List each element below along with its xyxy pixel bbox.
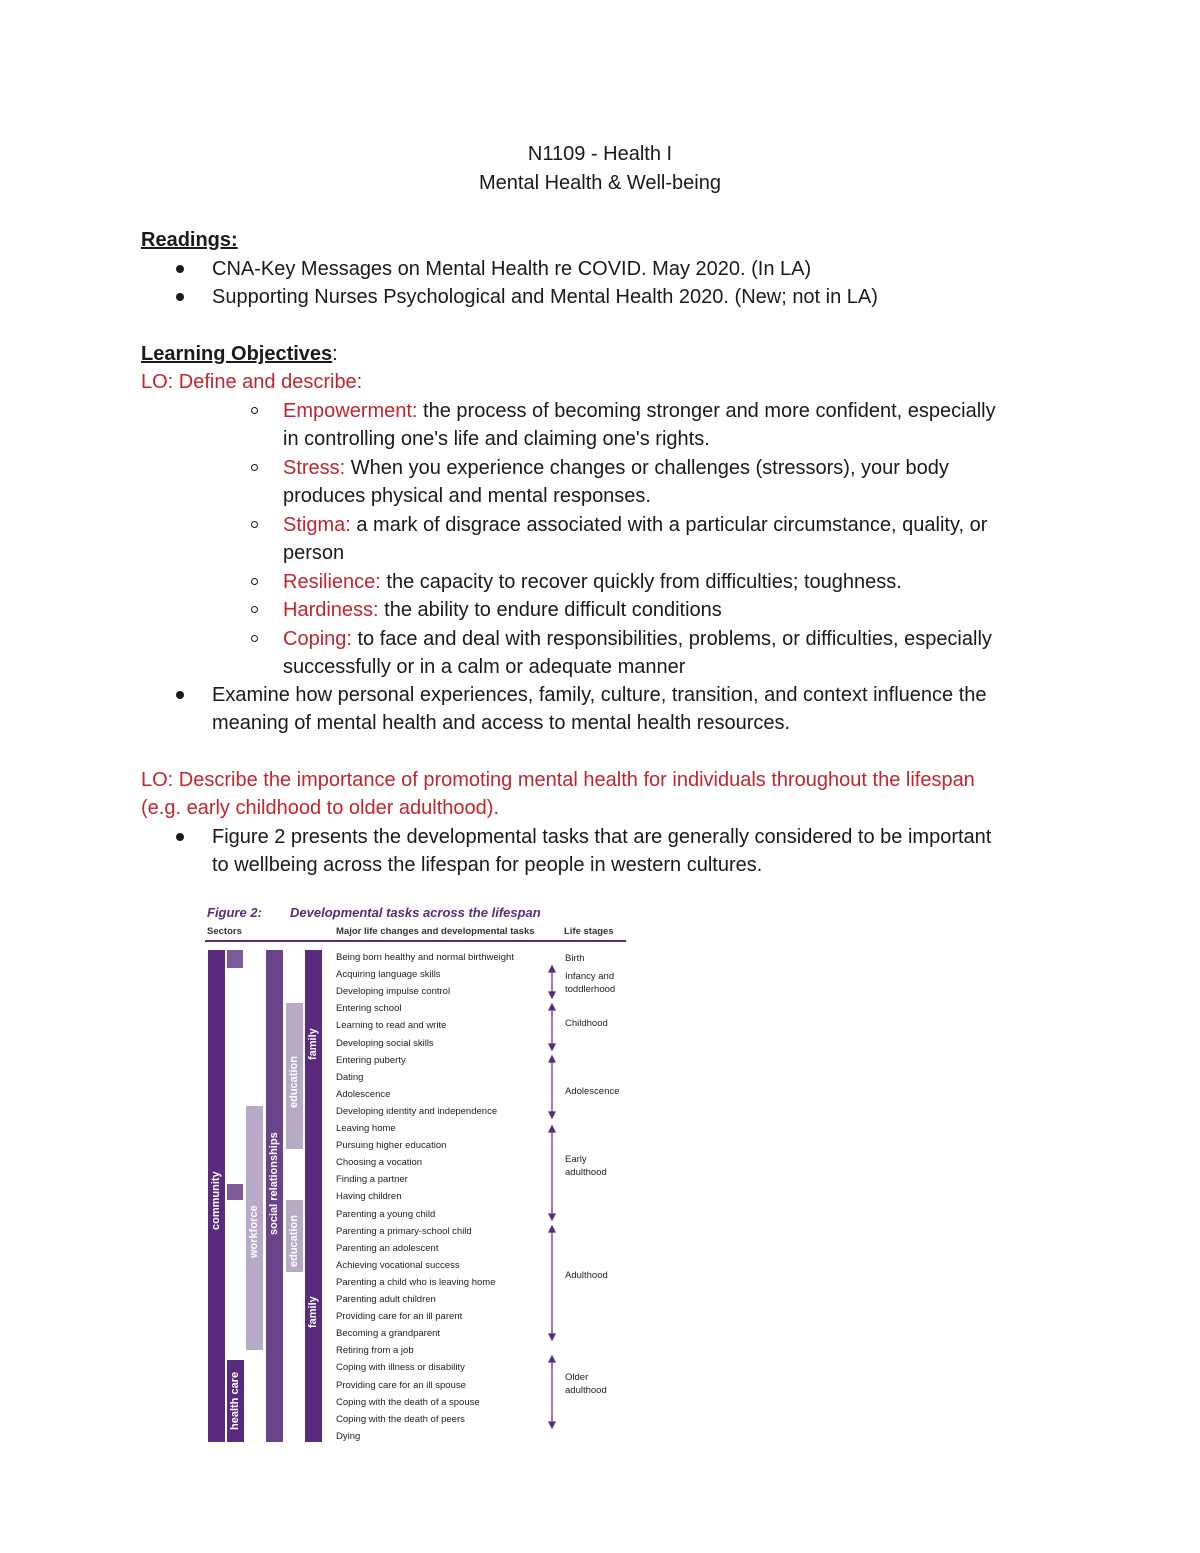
- stage-older-adulthood: Older: [565, 1372, 589, 1383]
- task-item: Entering school: [336, 1003, 402, 1015]
- term-definition: When you experience changes or challenges (stressors), your body: [345, 457, 949, 479]
- term-label: Resilience:: [283, 571, 381, 593]
- stage-infancy-cont: toddlerhood: [565, 984, 616, 995]
- double-arrow-icon: [549, 966, 555, 998]
- term-resilience: [283, 568, 902, 597]
- task-item: Dating: [336, 1071, 364, 1083]
- task-item: Having children: [336, 1191, 402, 1203]
- figure-note-cont: to wellbeing across the lifespan for people in western cultures.: [212, 854, 763, 876]
- objectives-heading: Learning Objectives: [141, 343, 333, 365]
- task-item: Developing identity and independence: [336, 1105, 498, 1117]
- task-item: Coping with illness or disability: [336, 1362, 465, 1374]
- task-item: Being born healthy and normal birthweight: [336, 952, 514, 963]
- task-item: Developing social skills: [336, 1037, 434, 1049]
- bullet-icon: [176, 265, 184, 273]
- figure-title: Developmental tasks across the lifespan: [290, 905, 541, 920]
- examine-objective-cont: meaning of mental health and access to mental health resources.: [212, 712, 791, 734]
- topic-title: Mental Health & Well-being: [479, 172, 721, 194]
- bar-health-care-small: [227, 1184, 243, 1200]
- term-definition-cont: person: [283, 542, 345, 564]
- bar-label-social: social relationships: [268, 1132, 280, 1235]
- term-definition-cont: produces physical and mental responses.: [283, 485, 651, 507]
- task-item: Parenting a child who is leaving home: [336, 1276, 496, 1288]
- figure-label: Figure 2:: [207, 905, 262, 920]
- bullet-icon: [176, 293, 184, 301]
- term-coping: [283, 625, 992, 654]
- task-item: Dying: [336, 1430, 361, 1442]
- circle-bullet-icon: [251, 521, 258, 528]
- task-item: Providing care for an ill parent: [336, 1311, 463, 1323]
- task-item: Pursuing higher education: [336, 1140, 447, 1152]
- task-item: Becoming a grandparent: [336, 1328, 441, 1340]
- term-stigma: [283, 511, 987, 540]
- col-sectors: Sectors: [207, 926, 242, 937]
- examine-objective: Examine how personal experiences, family, culture, transition, and context influence the: [212, 684, 987, 706]
- term-label: Coping:: [283, 628, 352, 650]
- bar-label-education: education: [288, 1056, 300, 1108]
- term-definition: the process of becoming stronger and more confident, especially: [417, 400, 996, 422]
- circle-bullet-icon: [251, 407, 258, 414]
- stage-adolescence: Adolescence: [565, 1086, 620, 1097]
- figure-note: Figure 2 presents the developmental tasks that are generally considered to be important: [212, 826, 992, 848]
- term-stress: [283, 454, 949, 483]
- term-label: Empowerment:: [283, 400, 418, 422]
- task-item: Choosing a vocation: [336, 1157, 423, 1169]
- term-hardiness: [283, 596, 722, 625]
- task-item: Developing impulse control: [336, 986, 451, 998]
- term-definition: to face and deal with responsibilities, problems, or difficulties, especially: [351, 628, 992, 650]
- lo-define: LO: Define and describe:: [141, 371, 363, 393]
- bullet-icon: [176, 691, 184, 699]
- stage-childhood: Childhood: [565, 1018, 608, 1029]
- lo-describe: LO: Describe the importance of promoting mental health for individuals throughout the lifespan: [141, 769, 975, 791]
- col-stages: Life stages: [564, 926, 614, 937]
- developmental-tasks-figure: [205, 900, 635, 1450]
- task-item: Finding a partner: [336, 1174, 408, 1186]
- task-item: Learning to read and write: [336, 1020, 447, 1032]
- task-item: Entering puberty: [336, 1054, 406, 1066]
- stage-early-adulthood: Early: [565, 1154, 587, 1165]
- reading-item-2: Supporting Nurses Psychological and Mental Health 2020. (New; not in LA): [212, 286, 878, 308]
- header-rule: [205, 940, 626, 942]
- task-item: Parenting adult children: [336, 1294, 436, 1305]
- circle-bullet-icon: [251, 464, 258, 471]
- term-definition-cont: successfully or in a calm or adequate manner: [283, 656, 686, 678]
- term-definition-cont: in controlling one's life and claiming one's rights.: [283, 428, 710, 450]
- circle-bullet-icon: [251, 635, 258, 642]
- bar-health-care-small: [227, 950, 243, 968]
- double-arrow-icon: [549, 1226, 555, 1340]
- lo-describe-cont: (e.g. early childhood to older adulthood).: [141, 797, 500, 819]
- term-definition: the capacity to recover quickly from difficulties; toughness.: [380, 571, 902, 593]
- task-item: Parenting a primary-school child: [336, 1225, 472, 1237]
- circle-bullet-icon: [251, 578, 258, 585]
- stage-birth: Birth: [565, 953, 585, 964]
- task-item: Coping with the death of a spouse: [336, 1396, 480, 1408]
- bar-label-family: family: [307, 1028, 319, 1060]
- task-item: Parenting an adolescent: [336, 1242, 439, 1254]
- task-item: Parenting a young child: [336, 1208, 436, 1220]
- col-tasks: Major life changes and developmental tasks: [336, 926, 535, 937]
- bar-label-health-care: health care: [229, 1371, 241, 1430]
- task-item: Acquiring language skills: [336, 969, 441, 981]
- reading-item-1: CNA-Key Messages on Mental Health re COVID. May 2020. (In LA): [212, 258, 812, 280]
- task-item: Retiring from a job: [336, 1345, 414, 1357]
- term-definition: the ability to endure difficult conditions: [378, 599, 722, 621]
- readings-heading: Readings:: [141, 229, 238, 251]
- bar-label-community: community: [210, 1171, 222, 1230]
- double-arrow-icon: [549, 1056, 555, 1118]
- task-item: Leaving home: [336, 1123, 396, 1134]
- task-item: Achieving vocational success: [336, 1259, 460, 1271]
- objectives-heading-row: [141, 340, 338, 369]
- term-empowerment: [283, 397, 996, 426]
- double-arrow-icon: [549, 1004, 555, 1050]
- term-label: Stigma:: [283, 514, 351, 536]
- objectives-colon: :: [332, 343, 338, 365]
- bar-label-workforce: workforce: [248, 1205, 260, 1258]
- stage-infancy: Infancy and: [565, 971, 615, 982]
- task-item: Adolescence: [336, 1088, 391, 1100]
- stage-early-adulthood-cont: adulthood: [565, 1167, 607, 1178]
- bar-label-education: education: [288, 1215, 300, 1267]
- circle-bullet-icon: [251, 606, 258, 613]
- term-definition: a mark of disgrace associated with a particular circumstance, quality, or: [350, 514, 988, 536]
- task-item: Providing care for an ill spouse: [336, 1379, 466, 1391]
- double-arrow-icon: [549, 1126, 555, 1220]
- task-item: Coping with the death of peers: [336, 1413, 465, 1425]
- bar-label-family: family: [307, 1296, 319, 1328]
- term-label: Hardiness:: [283, 599, 379, 621]
- stage-adulthood: Adulthood: [565, 1270, 608, 1281]
- stage-older-adulthood-cont: adulthood: [565, 1385, 607, 1396]
- bullet-icon: [176, 833, 184, 841]
- course-title: N1109 - Health I: [527, 143, 673, 165]
- term-label: Stress:: [283, 457, 346, 479]
- bar-family: [305, 950, 322, 1442]
- double-arrow-icon: [549, 1356, 555, 1428]
- stage-arrows: [545, 960, 559, 1440]
